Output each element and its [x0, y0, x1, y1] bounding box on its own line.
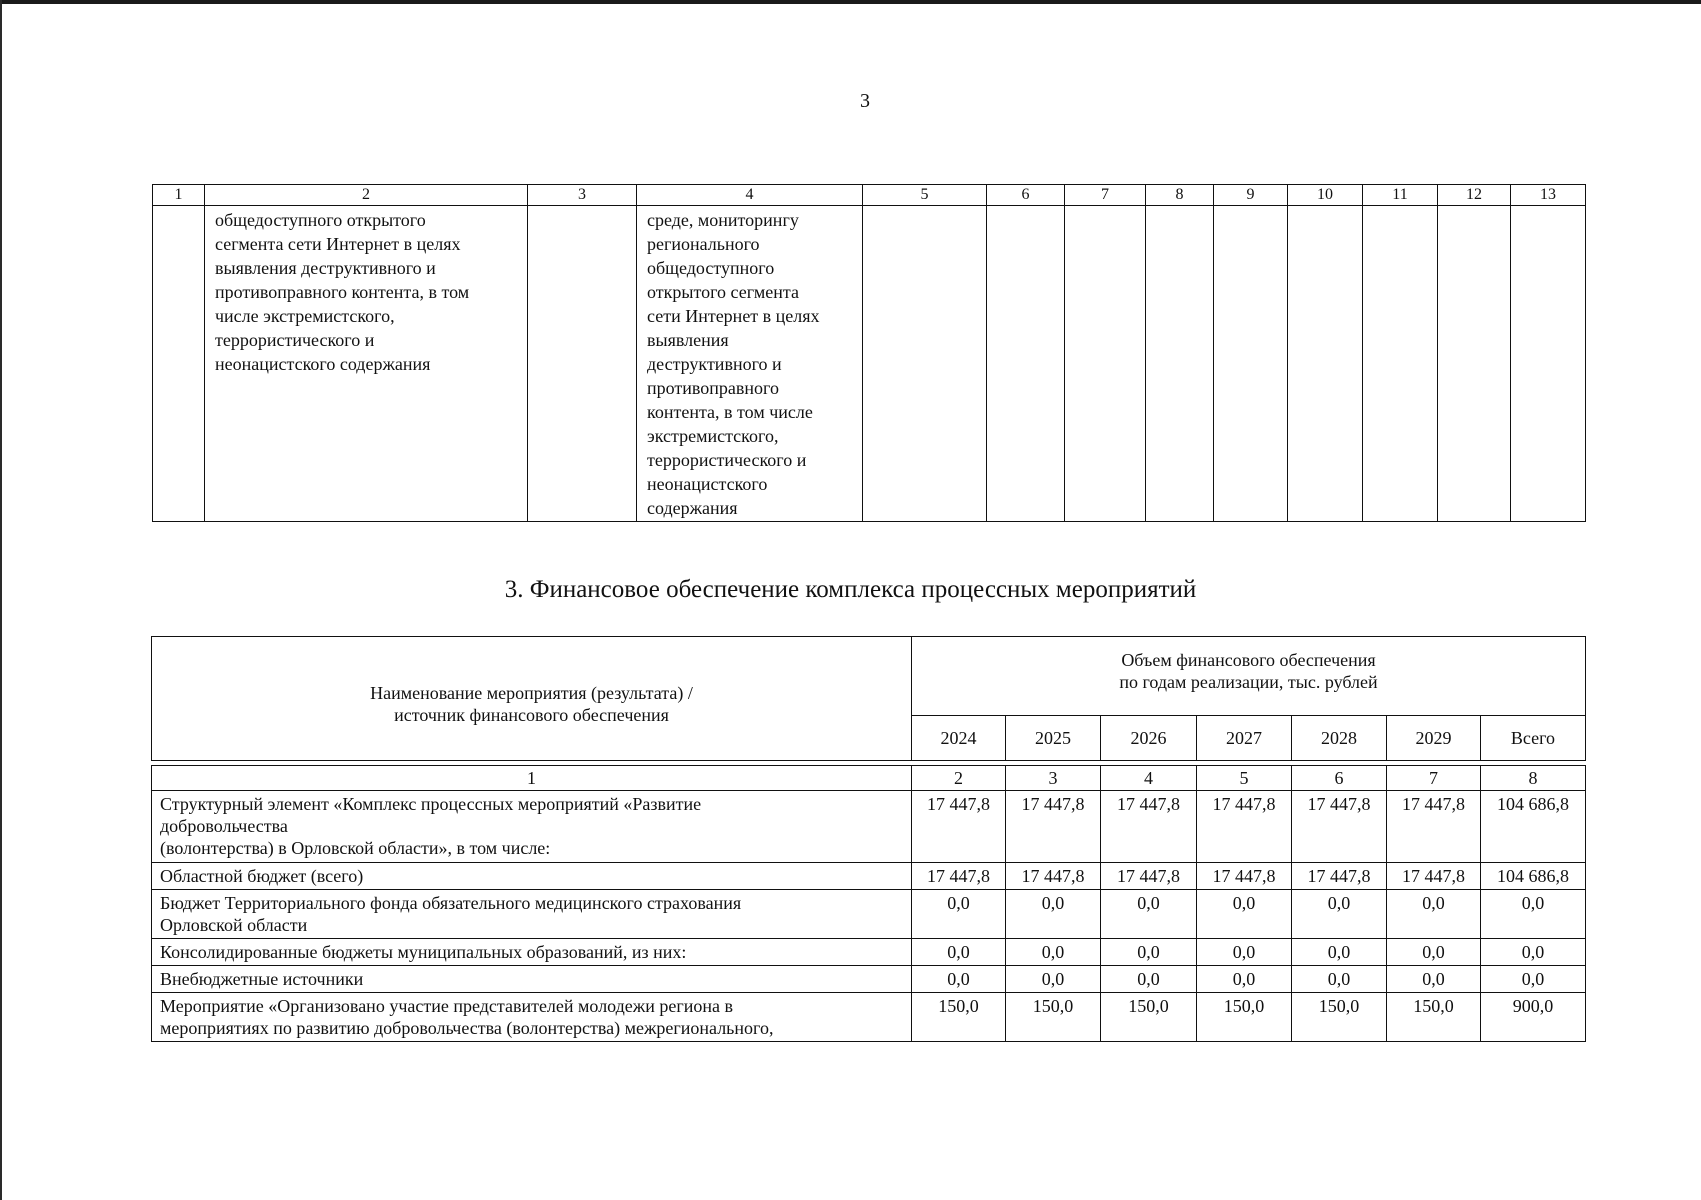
value-cell: 0,0	[912, 890, 1006, 939]
value-cell: 17 447,8	[1101, 791, 1197, 863]
year-header: 2024	[912, 716, 1006, 761]
result-description-text: общедоступного открытого сегмента сети Интернет в целях выявления деструктивного и противоправного контента, в том числе экстремистского, террористического и неонацистского содержания	[215, 210, 470, 374]
column-number-cell: 3	[528, 185, 637, 206]
activity-name-header: Наименование мероприятия (результата) / источник финансового обеспечения	[152, 637, 912, 761]
table-cell	[1363, 206, 1438, 522]
value-cell: 0,0	[1292, 939, 1387, 966]
page-top-edge	[0, 0, 1701, 4]
column-number-cell: 9	[1214, 185, 1288, 206]
value-cell: 17 447,8	[1197, 863, 1292, 890]
value-cell: 0,0	[1101, 890, 1197, 939]
value-cell: 0,0	[912, 939, 1006, 966]
value-cell: 150,0	[1006, 993, 1101, 1042]
financing-volume-header: Объем финансового обеспечения по годам реализации, тыс. рублей	[912, 637, 1586, 716]
value-cell: 17 447,8	[1292, 863, 1387, 890]
row-name-cell: Консолидированные бюджеты муниципальных образований, из них:	[152, 939, 912, 966]
value-cell: 0,0	[1197, 966, 1292, 993]
task-description-text: среде, мониторингу регионального общедоступного открытого сегмента сети Интернет в целях выявления деструктивного и противоправного контента, в том числе экстремистского, террористического и неонацистского содержания	[647, 210, 820, 518]
column-index-cell: 7	[1387, 766, 1481, 791]
total-header: Всего	[1481, 716, 1586, 761]
value-cell: 0,0	[1387, 890, 1481, 939]
table-cell	[1511, 206, 1586, 522]
column-number-cell: 4	[637, 185, 863, 206]
year-header: 2027	[1197, 716, 1292, 761]
table-cell	[1065, 206, 1146, 522]
year-header: 2026	[1101, 716, 1197, 761]
table-cell	[153, 206, 205, 522]
table-cell	[205, 206, 528, 522]
column-index-cell: 8	[1481, 766, 1586, 791]
page-number: 3	[860, 90, 870, 112]
column-index-cell: 3	[1006, 766, 1101, 791]
table-row	[152, 890, 1586, 939]
value-cell: 17 447,8	[1292, 791, 1387, 863]
table-cell	[1288, 206, 1363, 522]
value-cell: 0,0	[1006, 939, 1101, 966]
row-name-cell: Внебюджетные источники	[152, 966, 912, 993]
column-number-cell: 12	[1438, 185, 1511, 206]
column-number-cell: 2	[205, 185, 528, 206]
column-number-cell: 11	[1363, 185, 1438, 206]
value-cell: 150,0	[912, 993, 1006, 1042]
value-cell: 0,0	[1101, 966, 1197, 993]
year-header: 2029	[1387, 716, 1481, 761]
table-cell	[1438, 206, 1511, 522]
table-cell	[863, 206, 987, 522]
column-number-cell: 8	[1146, 185, 1214, 206]
value-cell: 0,0	[1387, 966, 1481, 993]
total-value-cell: 900,0	[1481, 993, 1586, 1042]
value-cell: 0,0	[912, 966, 1006, 993]
total-value-cell: 104 686,8	[1481, 863, 1586, 890]
row-name-cell: Структурный элемент «Комплекс процессных мероприятий «Развитие добровольчества (волонтерства) в Орловской области», в том числе:	[152, 791, 912, 863]
table-cell	[528, 206, 637, 522]
value-cell: 17 447,8	[1387, 791, 1481, 863]
value-cell: 0,0	[1197, 939, 1292, 966]
value-cell: 0,0	[1101, 939, 1197, 966]
value-cell: 150,0	[1292, 993, 1387, 1042]
row-name-cell: Бюджет Территориального фонда обязательного медицинского страхования Орловской области	[152, 890, 912, 939]
value-cell: 17 447,8	[1101, 863, 1197, 890]
column-index-cell: 4	[1101, 766, 1197, 791]
row-name-cell: Мероприятие «Организовано участие представителей молодежи региона в мероприятиях по развитию добровольчества (волонтерства) межрегионального,	[152, 993, 912, 1042]
column-number-cell: 6	[987, 185, 1065, 206]
table-cell	[637, 206, 863, 522]
value-cell: 0,0	[1387, 939, 1481, 966]
value-cell: 17 447,8	[912, 791, 1006, 863]
total-value-cell: 0,0	[1481, 966, 1586, 993]
value-cell: 0,0	[1292, 966, 1387, 993]
column-index-cell: 6	[1292, 766, 1387, 791]
table-row	[152, 993, 1586, 1042]
column-number-cell: 7	[1065, 185, 1146, 206]
column-index-row	[152, 766, 1586, 791]
value-cell: 17 447,8	[912, 863, 1006, 890]
table-row	[152, 791, 1586, 863]
row-name-cell: Областной бюджет (всего)	[152, 863, 912, 890]
value-cell: 17 447,8	[1387, 863, 1481, 890]
value-cell: 150,0	[1101, 993, 1197, 1042]
value-cell: 0,0	[1006, 890, 1101, 939]
table-row	[152, 939, 1586, 966]
activities-table	[152, 184, 1586, 522]
total-value-cell: 0,0	[1481, 939, 1586, 966]
column-number-cell: 13	[1511, 185, 1586, 206]
activities-table-header-row	[153, 185, 1586, 206]
year-header: 2025	[1006, 716, 1101, 761]
total-value-cell: 104 686,8	[1481, 791, 1586, 863]
value-cell: 0,0	[1292, 890, 1387, 939]
activities-table-row	[153, 206, 1586, 522]
column-number-cell: 5	[863, 185, 987, 206]
value-cell: 0,0	[1197, 890, 1292, 939]
column-number-cell: 10	[1288, 185, 1363, 206]
table-row	[152, 863, 1586, 890]
section-heading: 3. Финансовое обеспечение комплекса процессных мероприятий	[504, 576, 1197, 603]
financing-header-row	[152, 637, 1586, 716]
table-row	[152, 966, 1586, 993]
value-cell: 0,0	[1006, 966, 1101, 993]
column-index-cell: 5	[1197, 766, 1292, 791]
table-cell	[1146, 206, 1214, 522]
table-cell	[1214, 206, 1288, 522]
value-cell: 17 447,8	[1006, 863, 1101, 890]
value-cell: 150,0	[1387, 993, 1481, 1042]
total-value-cell: 0,0	[1481, 890, 1586, 939]
value-cell: 150,0	[1197, 993, 1292, 1042]
value-cell: 17 447,8	[1197, 791, 1292, 863]
column-number-cell: 1	[153, 185, 205, 206]
table-cell	[987, 206, 1065, 522]
year-header: 2028	[1292, 716, 1387, 761]
column-index-cell: 1	[152, 766, 912, 791]
value-cell: 17 447,8	[1006, 791, 1101, 863]
column-index-cell: 2	[912, 766, 1006, 791]
financing-table	[151, 636, 1586, 1042]
